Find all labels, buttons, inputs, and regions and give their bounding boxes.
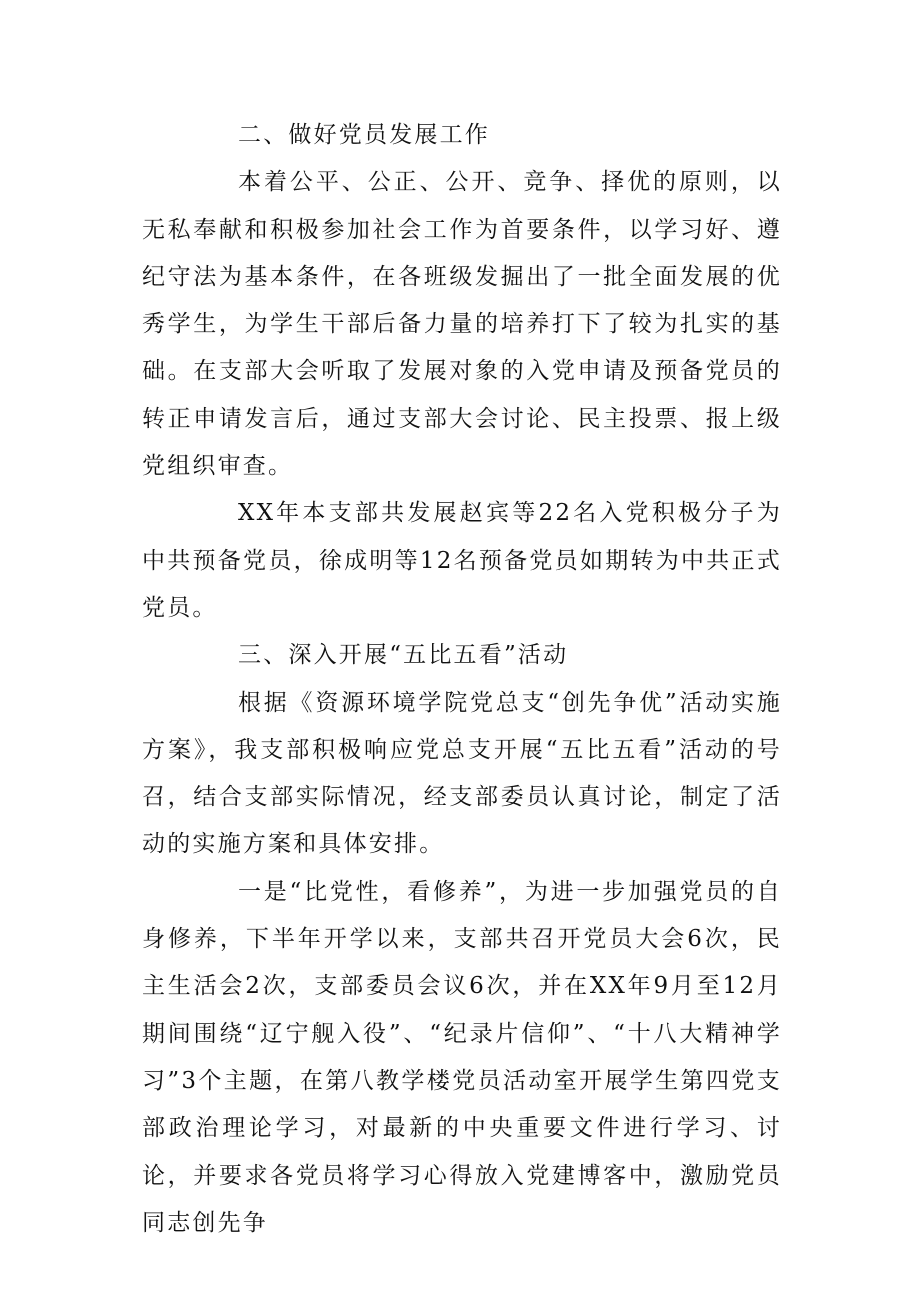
- section-heading-2: 二、做好党员发展工作: [238, 122, 490, 148]
- section-heading-3: 三、深入开展“五比五看”活动: [238, 642, 569, 669]
- paragraph: 一是“比党性，看修养”，为进一步加强党员的自身修养，下半年开学以来，支部共召开党员大会6次，民主生活会2次，支部委员会议6次，并在XX年9月至12月期间围绕“辽宁舰入役”、“纪录片信仰”、“十八大精神学习”3个主题，在第八教学楼党员活动室开展学生第四党支部政治理论学习，对最新的中央重要文件进行学习、讨论，并要求各党员将学习心得放入党建博客中，激励党员同志创先争: [142, 878, 782, 1236]
- paragraph: 根据《资源环境学院党总支“创先争优”活动实施方案》，我支部积极响应党总支开展“五比五看”活动的号召，结合支部实际情况，经支部委员认真讨论，制定了活动的实施方案和具体安排。: [142, 689, 782, 858]
- document-body: [142, 112, 782, 1247]
- paragraph: 本着公平、公正、公开、竞争、择优的原则，以无私奉献和积极参加社会工作为首要条件，以学习好、遵纪守法为基本条件，在各班级发掘出了一批全面发展的优秀学生，为学生干部后备力量的培养打下了较为扎实的基础。在支部大会听取了发展对象的入党申请及预备党员的转正申请发言后，通过支部大会讨论、民主投票、报上级党组织审查。: [142, 169, 782, 480]
- paragraph: XX年本支部共发展赵宾等22名入党积极分子为中共预备党员，徐成明等12名预备党员如期转为中共正式党员。: [142, 500, 782, 621]
